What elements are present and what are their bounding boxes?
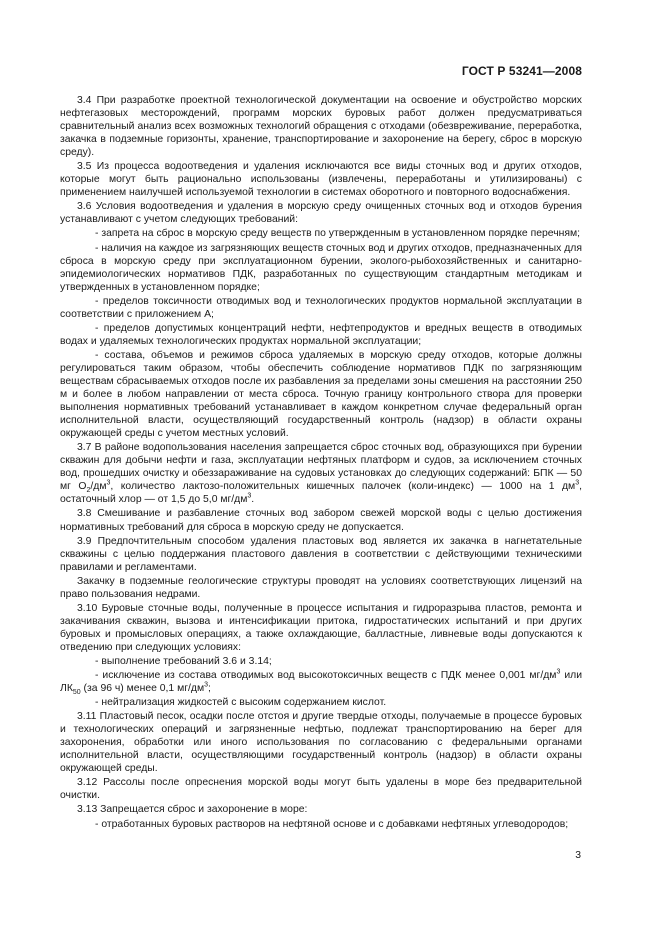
clause-3-10-item-c: - нейтрализация жидкостей с высоким содержанием кислот. (95, 697, 387, 709)
page-number: 3 (575, 850, 581, 861)
clause-3-9-continued: Закачку в подземные геологические структуры проводят на условиях соответствующих лицензий на право пользования недрами. (60, 575, 582, 600)
clause-3-8: 3.8 Смешивание и разбавление сточных вод забором свежей морской воды с целью достижения нормативных требований для сброса в морскую среду не допускается. (60, 508, 582, 533)
clause-3-7: 3.7 В районе водопользования населения запрещается сброс сточных вод, образующихся при бурении скважин для добычи нефти и газа, эксплуатации нефтяных платформ и судов, за исключением сточных вод, прошедших очистку и обеззараживание на судовых установках до следующих содержаний: БПК — 50 мг $O_2/дм^3$, количество лактозо-положительных кишечных палочек (коли-индекс) — 1000 на 1 $дм^3$, остаточный хлор — от 1,5 до 5,0 $мг/дм^3$. (60, 442, 583, 506)
clause-3-11: 3.11 Пластовый песок, осадки после отстоя и другие твердые отходы, получаемые в процессе буровых и технологических операций и загрязненные нефтью, подлежат транспортированию на берег для захоронения, обработки или иного использования по согласованию с федеральными органами исполнительной власти, осуществляющими государственный контроль (надзор) в области охраны окружающей среды. (60, 711, 582, 775)
clause-3-10: 3.10 Буровые сточные воды, полученные в процессе испытания и гидроразрыва пластов, ремонта и закачивания скважин, вызова и интенсификации притока, гидростатических испытаний и при других буровых и промысловых операциях, а также охлаждающие, балластные, ливневые воды допускаются к отведению при следующих условиях: (60, 602, 582, 653)
clause-3-6: 3.6 Условия водоотведения и удаления в морскую среду очищенных сточных вод и отходов бурения устанавливают с учетом следующих требований: (60, 201, 582, 226)
clause-3-10-item-a: - выполнение требований 3.6 и 3.14; (95, 655, 272, 667)
clause-3-9: 3.9 Предпочтительным способом удаления пластовых вод является их закачка в нагнетательные скважины с целью поддержания пластового давления в соответствии с действующими техническими правилами и регламентами. (60, 535, 582, 573)
clause-3-5: 3.5 Из процесса водоотведения и удаления исключаются все виды сточных вод и других отходов, которые могут быть рационально использованы (извлечены, переработаны и утилизированы) с применением наилучшей используемой технологии в системах оборотного и повторного водоснабжения. (60, 161, 582, 199)
clause-3-12: 3.12 Рассолы после опреснения морской воды могут быть удалены в море без предварительной очистки. (60, 777, 582, 802)
clause-3-6-item-a: - запрета на сброс в морскую среду веществ по утвержденным в установленном порядке перечням; (95, 228, 581, 240)
clause-3-4: 3.4 При разработке проектной технологической документации на освоение и обустройство морских нефтегазовых месторождений, программ морских буровых работ должен предусматриваться сравнительный анализ всех возможных технологий обращения с отходами (обезвреживание, переработка, закачка в подземные горизонты, хранение, транспортирование и захоронение на берегу, сброс в морскую среду). (60, 95, 582, 159)
document-body (60, 94, 582, 832)
clause-3-6-item-c: - пределов токсичности отводимых вод и технологических продуктов нормальной эксплуатации в соответствии с приложением А; (60, 295, 582, 320)
clause-3-13-item-a: - отработанных буровых растворов на нефтяной основе и с добавками нефтяных углеводородов; (95, 818, 569, 830)
document-header: ГОСТ Р 53241—2008 (461, 64, 582, 78)
clause-3-6-item-e: - состава, объемов и режимов сброса удаляемых в морскую среду отходов, которые должны регулироваться таким образом, чтобы обеспечить соблюдение нормативов ПДК по загрязняющим веществам сбрасываемых отходов после их разбавления за пределами зоны смешения на расстоянии 250 м и более в любом направлении от места сброса. Точную границу контрольного створа для проверки выполнения нормативных требований устанавливает в каждом конкретном случае федеральный орган исполнительной власти, осуществляющий государственный контроль (надзор) в области охраны окружающей среды с учетом местных условий. (60, 349, 582, 440)
clause-3-10-item-b: - исключение из состава отводимых вод высокотоксичных веществ с ПДК менее 0,001 $мг/дм^3$ или $ЛК_{50}$ (за 96 ч) менее 0,1 $мг/дм^3$; (60, 668, 583, 697)
clause-3-6-item-d: - пределов допустимых концентраций нефти, нефтепродуктов и вредных веществ в отводимых водах и удаляемых технологических продуктах нормальной эксплуатации; (60, 322, 582, 347)
clause-3-6-item-b: - наличия на каждое из загрязняющих веществ сточных вод и других отходов, предназначенных для сброса в морскую среду при эксплуатационном бурении, эколого-рыбохозяйственных и санитарно-эпидемиологических нормативов ПДК, разработанных по существующим стандартным методикам и утвержденных в установленном порядке; (60, 242, 582, 293)
clause-3-13: 3.13 Запрещается сброс и захоронение в море: (77, 804, 308, 816)
